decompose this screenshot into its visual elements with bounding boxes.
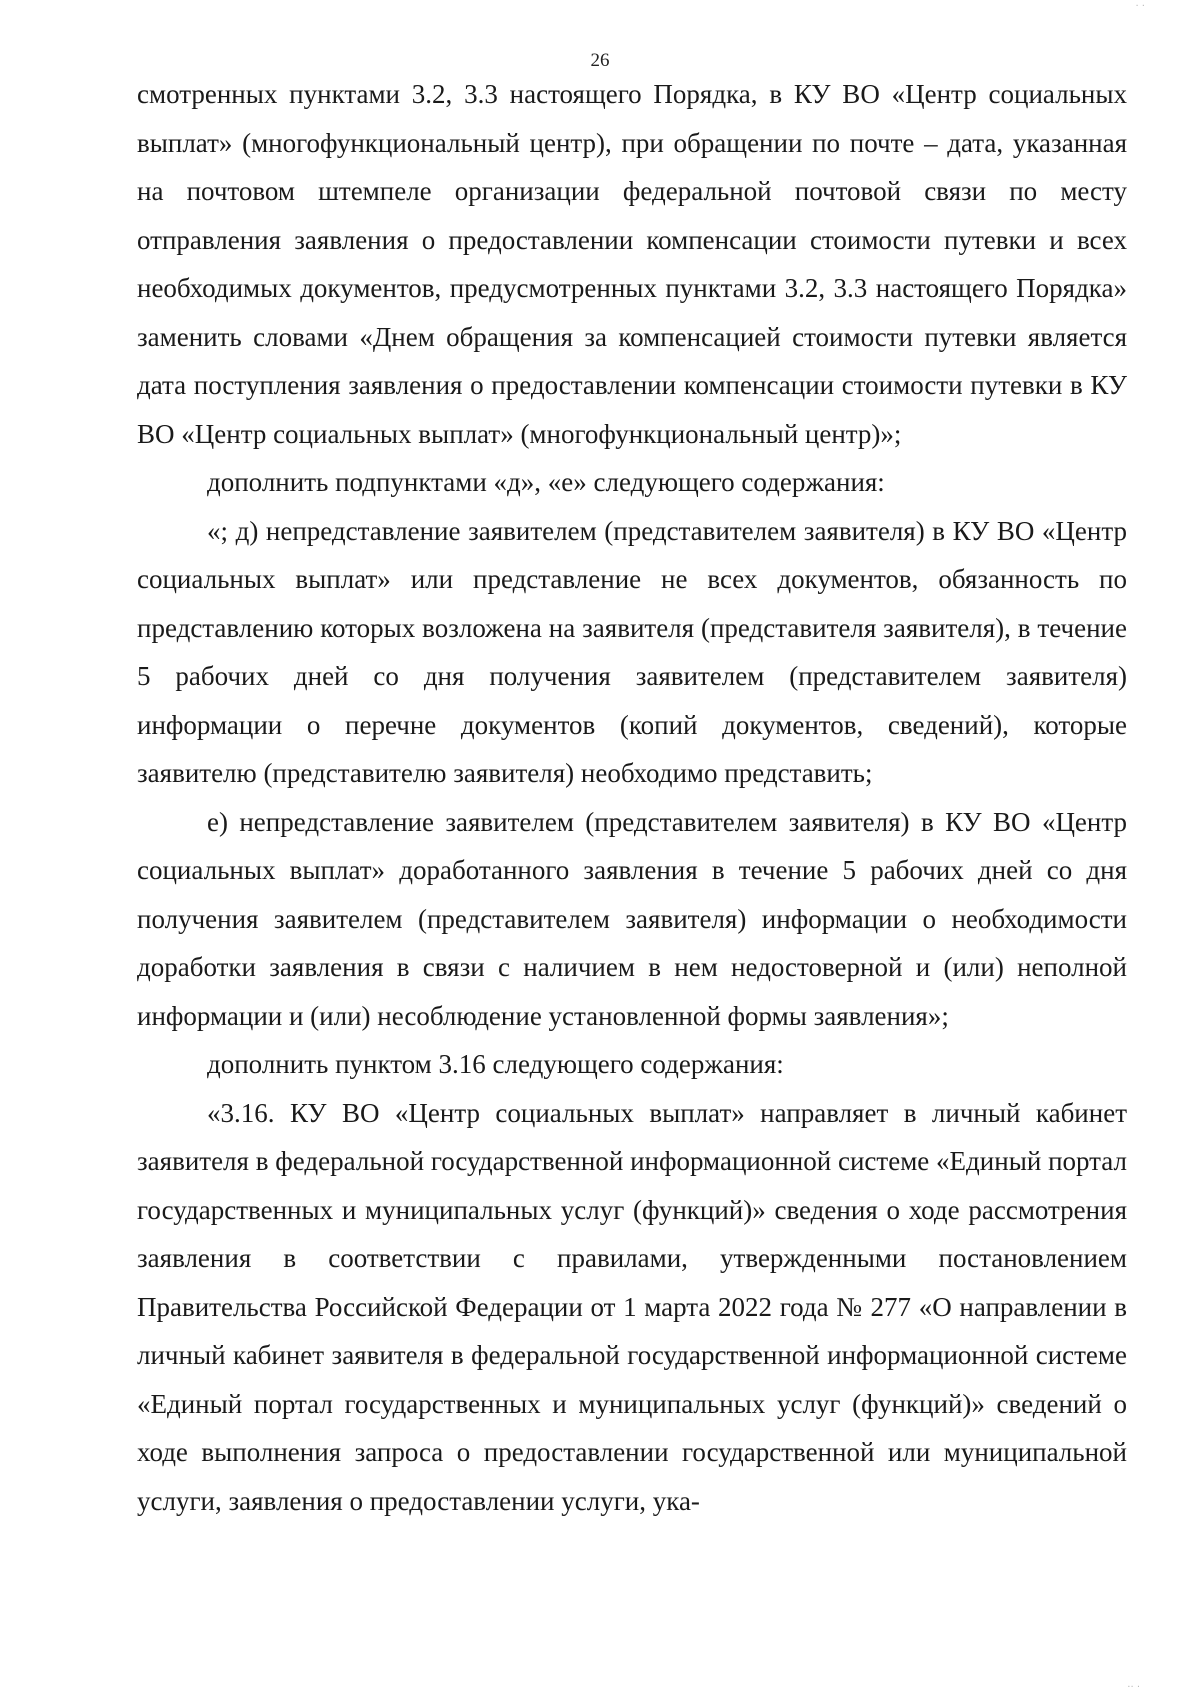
paragraph-continuation: смотренных пунктами 3.2, 3.3 настоящего Порядка, в КУ ВО «Центр социальных выплат» (многофункциональный центр), при обращении по почте – дата, указанная на почтовом штемпеле организации федеральной почтовой связи по месту отправления заявления о предоставлении компенсации стоимости путевки и всех необходимых документов, предусмотренных пунктами 3.2, 3.3 настоящего Порядка» заменить словами «Днем обращения за компенсацией стоимости путевки является дата поступления заявления о предоставлении компенсации стоимости путевки в КУ ВО «Центр социальных выплат» (многофункциональный центр)»; <box>137 79 1127 449</box>
scan-artifact-top: · · <box>1135 1 1145 12</box>
scan-artifact-bottom: ·· · <box>1127 1682 1140 1693</box>
paragraph-item-3-16: «3.16. КУ ВО «Центр социальных выплат» направляет в личный кабинет заявителя в федеральной государственной информационной системе «Единый портал государственных и муниципальных услуг (функций)» сведения о ходе рассмотрения заявления в соответствии с правилами, утвержденными постановлением Правительства Российской Федерации от 1 марта 2022 года № 277 «О направлении в личный кабинет заявителя в федеральной государственной информационной системе «Единый портал государственных и муниципальных услуг (функций)» сведений о ходе выполнения запроса о предоставлении государственной или муниципальной услуги, заявления о предоставлении услуги, ука- <box>137 1097 1127 1516</box>
paragraph-add-subitems: дополнить подпунктами «д», «е» следующего содержания: <box>207 467 885 497</box>
paragraph-subitem-e: е) непредставление заявителем (представителем заявителя) в КУ ВО «Центр социальных выплат» доработанного заявления в течение 5 рабочих дней со дня получения заявителем (представителем заявителя) информации о необходимости доработки заявления в связи с наличием в нем недостоверной и (или) неполной информации и (или) несоблюдение установленной формы заявления»; <box>137 806 1127 1031</box>
document-body <box>137 70 1127 1525</box>
page-number: 26 <box>590 50 610 71</box>
paragraph-add-item-3-16: дополнить пунктом 3.16 следующего содержания: <box>207 1049 784 1079</box>
paragraph-subitem-d: «; д) непредставление заявителем (представителем заявителя) в КУ ВО «Центр социальных выплат» или представление не всех документов, обязанность по представлению которых возложена на заявителя (представителя заявителя), в течение 5 рабочих дней со дня получения заявителем (представителем заявителя) информации о перечне документов (копий документов, сведений), которые заявителю (представителю заявителя) необходимо представить; <box>137 515 1127 788</box>
